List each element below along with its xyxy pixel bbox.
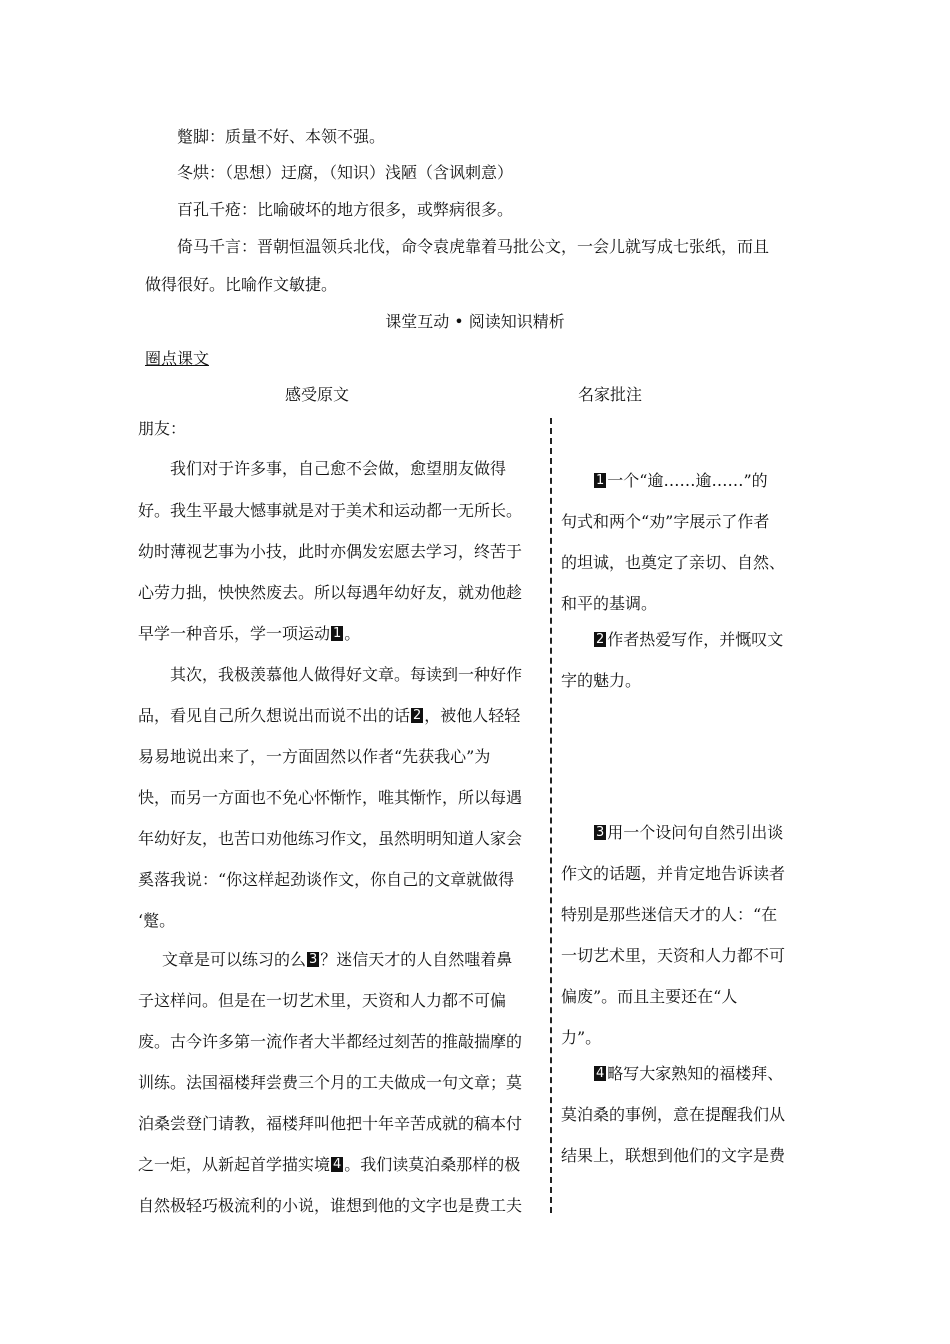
text-segment: ？迷信天才的人自然嗤着鼻 <box>320 950 513 969</box>
note-line <box>593 629 783 651</box>
text-line <box>138 1154 520 1176</box>
text-line: ‘蹩。 <box>138 911 176 930</box>
text-segment: 之一炬，从新起首学描实境 <box>138 1155 331 1174</box>
text-line: 年幼好友，也苦口劝他练习作文，虽然明明知道人家会 <box>138 829 523 848</box>
note-segment: 用一个设问句自然引出谈 <box>607 823 784 842</box>
vocab-line-3: 百孔千疮：比喻破坏的地方很多，或弊病很多。 <box>177 200 514 219</box>
left-column-header: 感受原文 <box>285 385 350 404</box>
text-line: 子这样问。但是在一切艺术里，天资和人力都不可偏 <box>138 991 507 1010</box>
note-line: 特别是那些迷信天才的人：“在 <box>561 905 778 924</box>
text-line: 自然极轻巧极流利的小说，谁想到他的文字也是费工夫 <box>138 1196 523 1215</box>
text-line: 易易地说出来了，一方面固然以作者“先获我心”为 <box>138 747 491 766</box>
note-line: 的坦诚，也奠定了亲切、自然、 <box>561 553 786 572</box>
marker-1: 1 <box>333 626 342 641</box>
right-column-header: 名家批注 <box>578 385 643 404</box>
vocab-line-5: 做得很好。比喻作文敏捷。 <box>145 275 338 294</box>
marker-1: 1 <box>596 473 605 488</box>
note-line: 力”。 <box>561 1028 602 1047</box>
text-line: 泊桑尝登门请教，福楼拜叫他把十年辛苦成就的稿本付 <box>138 1114 523 1133</box>
text-segment: 早学一种音乐，学一项运动 <box>138 624 331 643</box>
note-line: 结果上，联想到他们的文字是费 <box>561 1146 786 1165</box>
text-line: 快，而另一方面也不免心怀惭怍，唯其惭怍，所以每遇 <box>138 788 523 807</box>
vocab-line-1: 蹩脚：质量不好、本领不强。 <box>177 127 386 146</box>
text-line: 好。我生平最大憾事就是对于美术和运动都一无所长。 <box>138 501 523 520</box>
note-line: 莫泊桑的事例，意在提醒我们从 <box>561 1105 786 1124</box>
note-line <box>593 822 783 844</box>
text-segment: 。我们读莫泊桑那样的极 <box>344 1155 521 1174</box>
vocab-line-2: 冬烘：（思想）迂腐，（知识）浅陋（含讽刺意） <box>177 163 514 182</box>
text-segment: ，被他人轻轻 <box>424 706 521 725</box>
marker-2: 2 <box>413 708 422 723</box>
text-segment: 。 <box>344 624 361 643</box>
note-line <box>593 470 768 492</box>
note-segment: 作者热爱写作，并慨叹文 <box>607 630 784 649</box>
text-segment: 文章是可以练习的么 <box>162 950 307 969</box>
note-line <box>593 1063 783 1085</box>
note-line: 字的魅力。 <box>561 671 642 690</box>
note-line: 句式和两个“劝”字展示了作者 <box>561 512 770 531</box>
vocab-line-4: 倚马千言：晋朝恒温领兵北伐，命令袁虎靠着马批公文，一会儿就写成七张纸，而且 <box>177 237 770 256</box>
marker-3: 3 <box>309 952 318 967</box>
subsection-link[interactable]: 圈点课文 <box>145 349 210 368</box>
note-segment: 略写大家熟知的福楼拜、 <box>607 1064 784 1083</box>
text-line: 训练。法国福楼拜尝费三个月的工夫做成一句文章；莫 <box>138 1073 523 1092</box>
text-line: 朋友： <box>138 419 187 438</box>
text-line: 心劳力拙，怏怏然废去。所以每遇年幼好友，就劝他趁 <box>138 583 523 602</box>
marker-3: 3 <box>596 825 605 840</box>
note-line: 作文的话题，并肯定地告诉读者 <box>561 864 786 883</box>
text-line: 其次，我极羡慕他人做得好文章。每读到一种好作 <box>170 665 523 684</box>
note-line: 和平的基调。 <box>561 594 658 613</box>
text-line <box>138 705 520 727</box>
marker-2: 2 <box>596 632 605 647</box>
text-line: 我们对于许多事，自己愈不会做，愈望朋友做得 <box>170 459 507 478</box>
column-divider <box>550 418 552 1213</box>
section-title: 课堂互动 • 阅读知识精析 <box>385 312 565 331</box>
marker-4: 4 <box>596 1066 605 1081</box>
text-line <box>162 949 512 971</box>
text-line: 废。古今许多第一流作者大半都经过刻苦的推敲揣摩的 <box>138 1032 523 1051</box>
note-segment: 一个“逾……逾……”的 <box>607 471 768 490</box>
note-line: 一切艺术里，天资和人力都不可 <box>561 946 786 965</box>
text-segment: 品，看见自己所久想说出而说不出的话 <box>138 706 411 725</box>
text-line: 奚落我说：“你这样起劲谈作文，你自己的文章就做得 <box>138 870 515 889</box>
marker-4: 4 <box>333 1157 342 1172</box>
note-line: 偏废”。而且主要还在“人 <box>561 987 738 1006</box>
text-line <box>138 623 360 645</box>
text-line: 幼时薄视艺事为小技，此时亦偶发宏愿去学习，终苦于 <box>138 542 523 561</box>
